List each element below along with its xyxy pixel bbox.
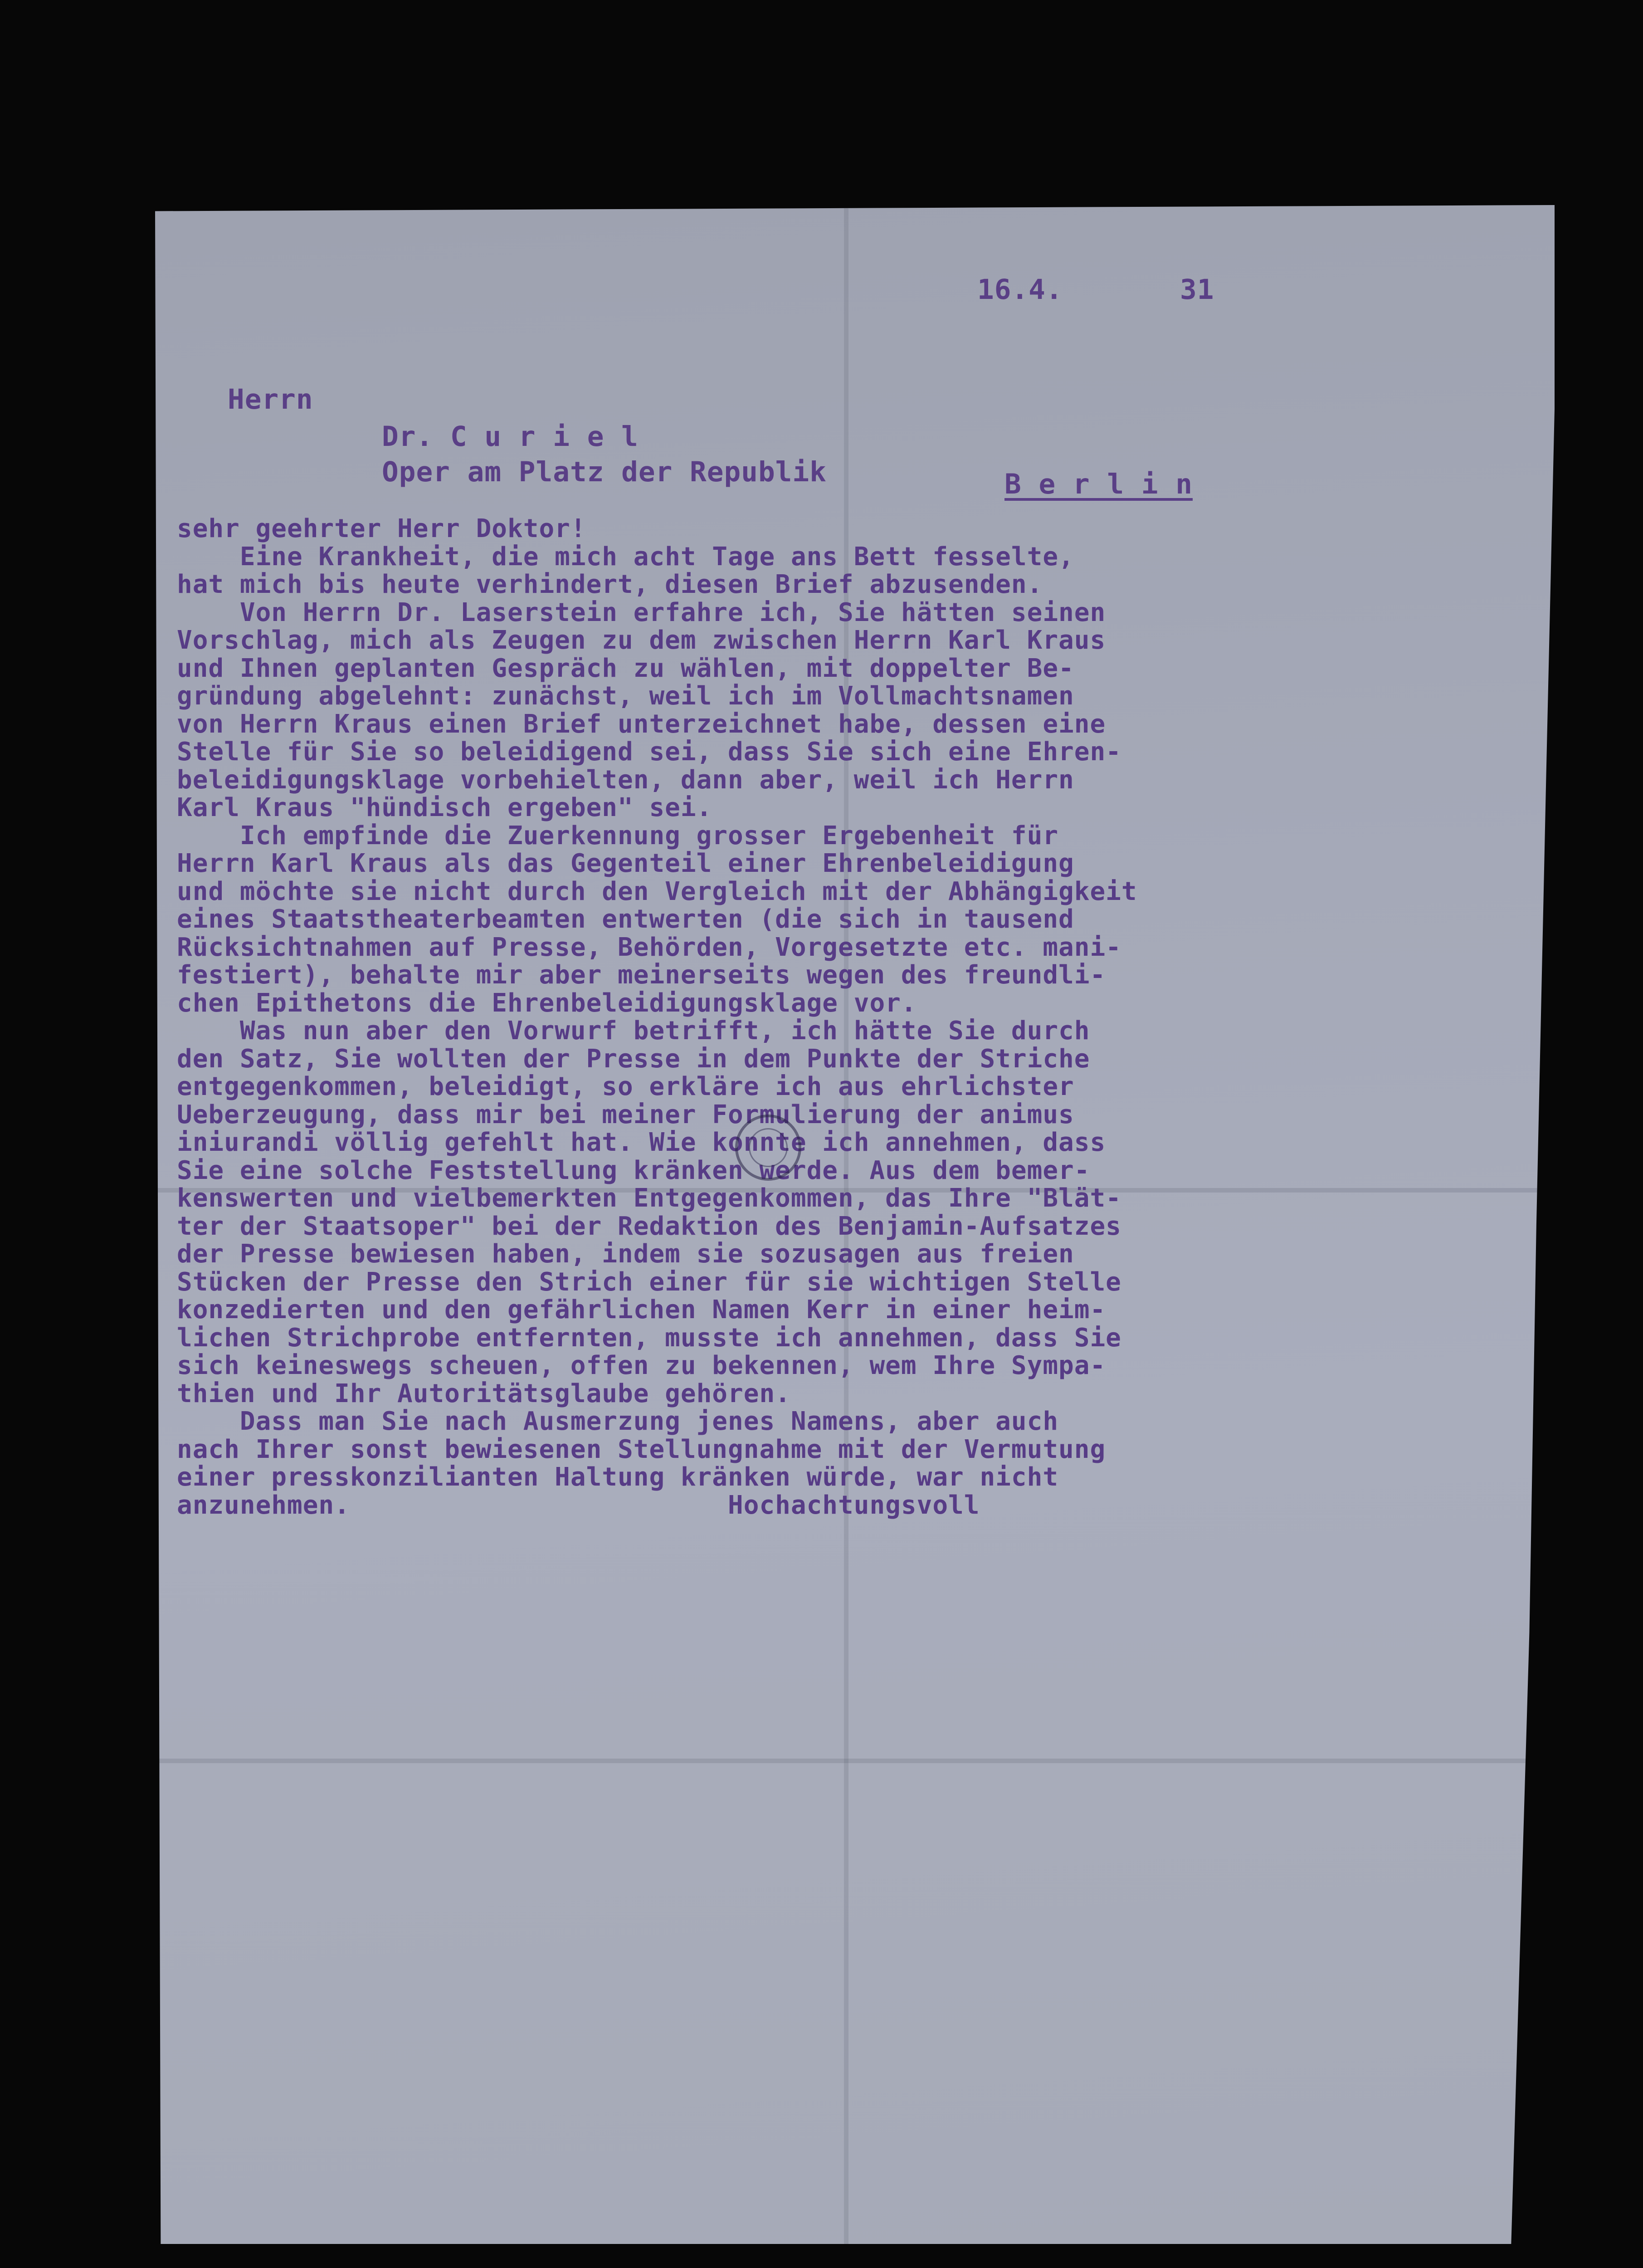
body-line: Was nun aber den Vorwurf betrifft, ich hätte Sie durch <box>177 1016 1090 1046</box>
body-line: beleidigungsklage vorbehielten, dann aber, weil ich Herrn <box>177 765 1074 795</box>
body-line: und möchte sie nicht durch den Vergleich mit der Abhängigkeit <box>177 876 1137 906</box>
body-line: lichen Strichprobe entfernten, musste ich annehmen, dass Sie <box>177 1323 1121 1353</box>
round-stamp <box>735 1114 801 1181</box>
letter-date: 16.4. <box>977 274 1063 306</box>
stamp-inner-ring <box>749 1128 788 1167</box>
body-line: Stelle für Sie so beleidigend sei, dass Sie sich eine Ehren- <box>177 737 1121 767</box>
body-line: der Presse bewiesen haben, indem sie sozusagen aus freien <box>177 1239 1074 1269</box>
body-line: kenswerten und vielbemerkten Entgegenkommen, das Ihre "Blät- <box>177 1183 1121 1213</box>
body-line: konzedierten und den gefährlichen Namen Kerr in einer heim- <box>177 1295 1106 1325</box>
body-line: iniurandi völlig gefehlt hat. Wie konnte ich annehmen, dass <box>177 1128 1106 1157</box>
body-line: sehr geehrter Herr Doktor! <box>177 514 586 543</box>
body-line: Vorschlag, mich als Zeugen zu dem zwischen Herrn Karl Kraus <box>177 626 1106 655</box>
body-line: Rücksichtnahmen auf Presse, Behörden, Vorgesetzte etc. mani- <box>177 932 1121 962</box>
letter-year: 31 <box>1180 274 1214 306</box>
body-line: Von Herrn Dr. Laserstein erfahre ich, Sie hätten seinen <box>177 597 1106 627</box>
horizontal-fold <box>155 1759 1555 1763</box>
body-line: thien und Ihr Autoritätsglaube gehören. <box>177 1378 791 1408</box>
body-line: Dass man Sie nach Ausmerzung jenes Namens, aber auch <box>177 1407 1059 1436</box>
body-line: Sie eine solche Feststellung kränken werde. Aus dem bemer- <box>177 1155 1090 1185</box>
body-line: anzunehmen. Hochachtungsvoll <box>177 1490 980 1520</box>
recipient-name: Dr. C u r i e l <box>382 420 639 453</box>
body-line: Karl Kraus "hündisch ergeben" sei. <box>177 793 712 822</box>
body-line: Ueberzeugung, dass mir bei meiner Formulierung der animus <box>177 1100 1074 1129</box>
body-line: nach Ihrer sonst bewiesenen Stellungnahme mit der Vermutung <box>177 1434 1106 1464</box>
body-line: einer presskonziliantеn Haltung kränken würde, war nicht <box>177 1462 1059 1492</box>
body-line: ter der Staatsoper" bei der Redaktion des Benjamin-Aufsatzes <box>177 1211 1121 1241</box>
recipient-city: B e r l i n <box>1004 468 1193 500</box>
body-line: eines Staatstheaterbeamten entwerten (die sich in tausend <box>177 904 1074 934</box>
body-line: und Ihnen geplanten Gespräch zu wählen, mit doppelter Be- <box>177 653 1074 683</box>
body-line: von Herrn Kraus einen Brief unterzeichnet habe, dessen eine <box>177 709 1106 739</box>
body-line: sich keineswegs scheuen, offen zu bekennen, wem Ihre Sympa- <box>177 1351 1106 1380</box>
body-line: entgegenkommen, beleidigt, so erkläre ich aus ehrlichster <box>177 1072 1074 1101</box>
body-line: hat mich bis heute verhindert, diesen Brief abzusenden. <box>177 570 1043 599</box>
body-line: gründung abgelehnt: zunächst, weil ich im Vollmachtsnamen <box>177 681 1074 711</box>
body-line: den Satz, Sie wollten der Presse in dem Punkte der Striche <box>177 1044 1090 1074</box>
body-line: Eine Krankheit, die mich acht Tage ans Bett fesselte, <box>177 542 1074 572</box>
letter-body <box>177 515 1311 1519</box>
body-line: Ich empfinde die Zuerkennung grosser Ergebenheit für <box>177 821 1059 850</box>
body-line: Stücken der Presse den Strich einer für sie wichtigen Stelle <box>177 1267 1121 1297</box>
body-line: Herrn Karl Kraus als das Gegenteil einer Ehrenbeleidigung <box>177 849 1074 878</box>
salutation-to: Herrn <box>228 383 313 415</box>
body-line: chen Epithetons die Ehrenbeleidigungsklage vor. <box>177 988 917 1018</box>
body-line: festiert), behalte mir aber meinerseits wegen des freundli- <box>177 960 1106 990</box>
recipient-org: Oper am Platz der Republik <box>382 456 827 488</box>
